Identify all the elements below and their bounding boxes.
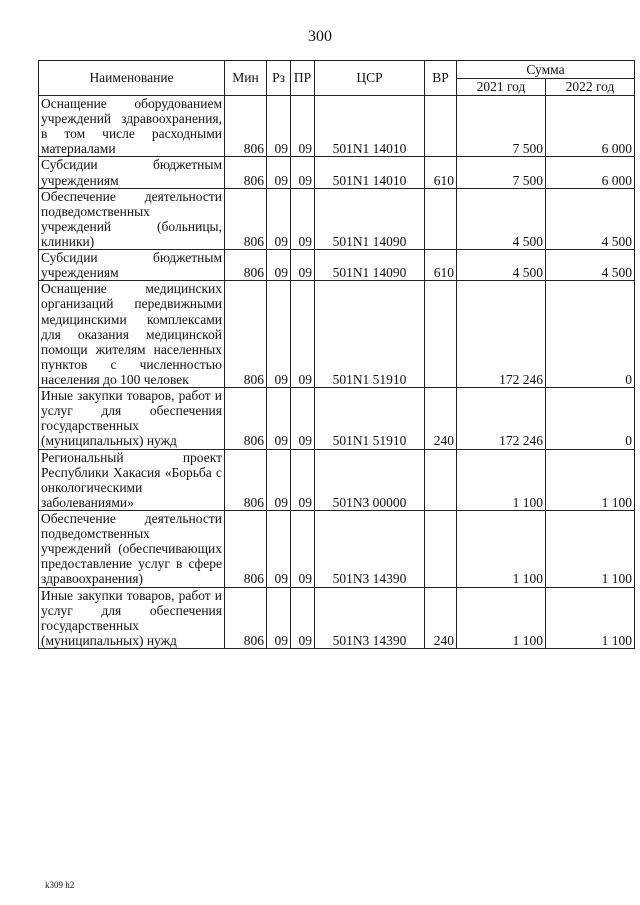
footer-code: k309 h2 bbox=[45, 880, 75, 890]
cell-vr bbox=[425, 449, 457, 510]
cell-y2021: 4 500 bbox=[457, 188, 546, 249]
cell-name: Субсидии бюджетным учреждениям bbox=[39, 157, 225, 188]
cell-pr: 09 bbox=[291, 510, 315, 587]
cell-y2021: 1 100 bbox=[457, 510, 546, 587]
cell-name: Иные закупки товаров, работ и услуг для обеспечения государственных (муниципальных) нужд bbox=[39, 388, 225, 449]
cell-rz: 09 bbox=[267, 157, 291, 188]
header-vr: ВР bbox=[425, 61, 457, 96]
cell-vr: 240 bbox=[425, 587, 457, 648]
cell-vr bbox=[425, 188, 457, 249]
cell-csr: 501N3 14390 bbox=[315, 510, 425, 587]
header-min: Мин bbox=[225, 61, 267, 96]
cell-vr bbox=[425, 510, 457, 587]
cell-rz: 09 bbox=[267, 449, 291, 510]
cell-vr: 610 bbox=[425, 250, 457, 281]
table-row bbox=[39, 157, 635, 188]
cell-csr: 501N1 14010 bbox=[315, 96, 425, 157]
cell-y2022: 1 100 bbox=[546, 449, 635, 510]
cell-y2021: 1 100 bbox=[457, 587, 546, 648]
cell-csr: 501N1 51910 bbox=[315, 388, 425, 449]
cell-y2022: 1 100 bbox=[546, 587, 635, 648]
header-2022: 2022 год bbox=[546, 79, 635, 96]
cell-pr: 09 bbox=[291, 587, 315, 648]
cell-pr: 09 bbox=[291, 188, 315, 249]
cell-rz: 09 bbox=[267, 281, 291, 388]
cell-name: Обеспечение деятельности подведомственных учреждений (больницы, клиники) bbox=[39, 188, 225, 249]
table-body bbox=[39, 96, 635, 649]
cell-rz: 09 bbox=[267, 388, 291, 449]
cell-csr: 501N1 51910 bbox=[315, 281, 425, 388]
cell-vr: 240 bbox=[425, 388, 457, 449]
cell-csr: 501N1 14090 bbox=[315, 188, 425, 249]
cell-vr bbox=[425, 281, 457, 388]
table-row bbox=[39, 188, 635, 249]
table-row bbox=[39, 250, 635, 281]
cell-y2022: 6 000 bbox=[546, 96, 635, 157]
page-number: 300 bbox=[308, 28, 332, 45]
cell-pr: 09 bbox=[291, 449, 315, 510]
cell-min: 806 bbox=[225, 250, 267, 281]
cell-y2021: 7 500 bbox=[457, 157, 546, 188]
cell-csr: 501N3 14390 bbox=[315, 587, 425, 648]
header-csr: ЦСР bbox=[315, 61, 425, 96]
budget-table bbox=[38, 60, 635, 649]
cell-name: Оснащение медицинских организаций передвижными медицинскими комплексами для оказания медицинской помощи жителям населенных пунктов с численностью населения до 100 человек bbox=[39, 281, 225, 388]
header-name: Наименование bbox=[39, 61, 225, 96]
cell-y2022: 1 100 bbox=[546, 510, 635, 587]
cell-name: Субсидии бюджетным учреждениям bbox=[39, 250, 225, 281]
cell-csr: 501N1 14010 bbox=[315, 157, 425, 188]
cell-pr: 09 bbox=[291, 281, 315, 388]
cell-name: Обеспечение деятельности подведомственных учреждений (обеспечивающих предоставление услуг в сфере здравоохранения) bbox=[39, 510, 225, 587]
cell-pr: 09 bbox=[291, 96, 315, 157]
cell-pr: 09 bbox=[291, 157, 315, 188]
cell-y2022: 0 bbox=[546, 281, 635, 388]
cell-min: 806 bbox=[225, 388, 267, 449]
cell-rz: 09 bbox=[267, 510, 291, 587]
table-row bbox=[39, 281, 635, 388]
cell-min: 806 bbox=[225, 188, 267, 249]
cell-vr: 610 bbox=[425, 157, 457, 188]
cell-y2022: 0 bbox=[546, 388, 635, 449]
cell-rz: 09 bbox=[267, 96, 291, 157]
cell-min: 806 bbox=[225, 510, 267, 587]
header-2021: 2021 год bbox=[457, 79, 546, 96]
cell-name: Иные закупки товаров, работ и услуг для обеспечения государственных (муниципальных) нужд bbox=[39, 587, 225, 648]
cell-y2022: 4 500 bbox=[546, 188, 635, 249]
cell-csr: 501N1 14090 bbox=[315, 250, 425, 281]
header-rz: Рз bbox=[267, 61, 291, 96]
cell-min: 806 bbox=[225, 587, 267, 648]
cell-y2022: 4 500 bbox=[546, 250, 635, 281]
cell-y2021: 7 500 bbox=[457, 96, 546, 157]
cell-pr: 09 bbox=[291, 250, 315, 281]
header-pr: ПР bbox=[291, 61, 315, 96]
cell-rz: 09 bbox=[267, 188, 291, 249]
table-row bbox=[39, 510, 635, 587]
cell-y2021: 172 246 bbox=[457, 388, 546, 449]
cell-csr: 501N3 00000 bbox=[315, 449, 425, 510]
cell-min: 806 bbox=[225, 449, 267, 510]
cell-min: 806 bbox=[225, 281, 267, 388]
cell-name: Оснащение оборудованием учреждений здравоохранения, в том числе расходными материалами bbox=[39, 96, 225, 157]
cell-y2021: 4 500 bbox=[457, 250, 546, 281]
cell-y2021: 1 100 bbox=[457, 449, 546, 510]
cell-rz: 09 bbox=[267, 250, 291, 281]
table-row bbox=[39, 388, 635, 449]
table-row bbox=[39, 96, 635, 157]
cell-vr bbox=[425, 96, 457, 157]
cell-min: 806 bbox=[225, 157, 267, 188]
cell-y2021: 172 246 bbox=[457, 281, 546, 388]
cell-rz: 09 bbox=[267, 587, 291, 648]
cell-pr: 09 bbox=[291, 388, 315, 449]
cell-min: 806 bbox=[225, 96, 267, 157]
header-sum: Сумма bbox=[457, 61, 635, 79]
table-row bbox=[39, 449, 635, 510]
cell-name: Региональный проект Республики Хакасия «Борьба с онкологическими заболеваниями» bbox=[39, 449, 225, 510]
cell-y2022: 6 000 bbox=[546, 157, 635, 188]
table-row bbox=[39, 587, 635, 648]
